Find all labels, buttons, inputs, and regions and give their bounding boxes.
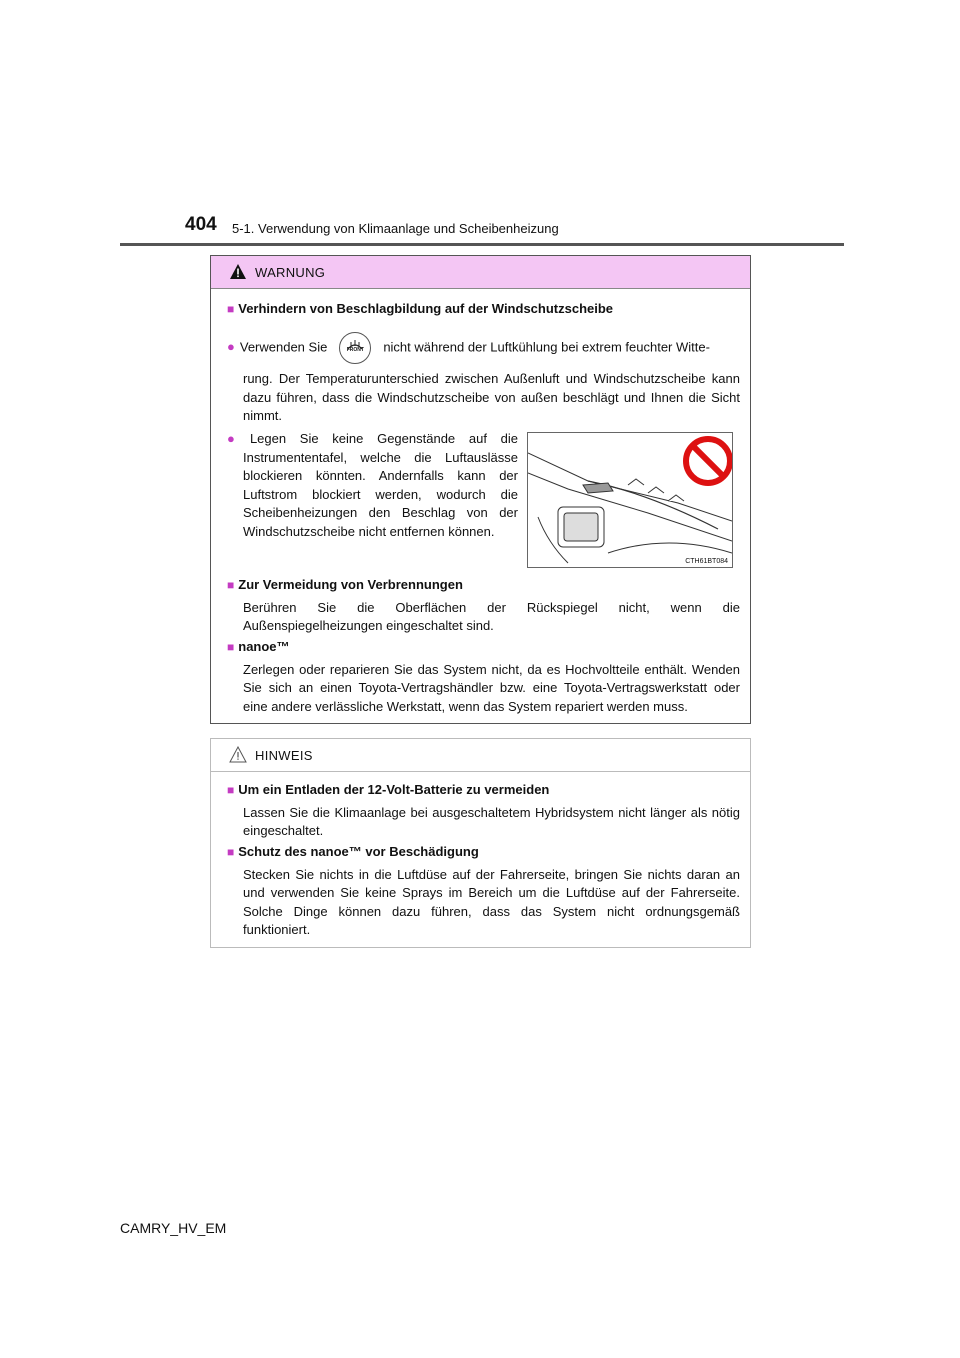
notice-section-battery	[227, 781, 740, 841]
warning-section-burns	[227, 576, 740, 636]
notice-title: HINWEIS	[255, 748, 313, 763]
dashboard-vent-illustration	[527, 432, 733, 568]
bullet-text-rest: rung. Der Temperaturunterschied zwischen Außenluft und Windschutzscheibe kann dazu führen, dass die Windschutzscheibe von außen beschlägt und Ihnen die Sicht nimmt.	[243, 371, 740, 423]
warning-header	[211, 256, 750, 289]
bullet-text-start: Verwenden Sie	[239, 339, 328, 355]
bullet-text-line1: nicht während der Luftkühlung bei extrem feuchter Witte-	[383, 339, 710, 355]
warning-box	[210, 255, 751, 724]
square-bullet-icon: ■	[227, 578, 235, 592]
figure-code: CTH61BT084	[685, 558, 728, 565]
section-heading: Um ein Entladen der 12-Volt-Batterie zu vermeiden	[238, 782, 550, 797]
round-bullet-icon: ●	[227, 339, 235, 355]
section-body: Stecken Sie nichts in die Luftdüse auf der Fahrerseite, bringen Sie nichts daran an und verwenden Sie keine Sprays im Bereich um die Luftdüse auf der Fahrerseite. Solche Dinge können dazu führen, dass das System nicht ordnungsgemäß funktioniert.	[243, 866, 740, 937]
section-heading: Zur Vermeidung von Verbrennungen	[238, 577, 463, 592]
notice-header	[211, 739, 750, 772]
round-bullet-icon: ●	[227, 431, 245, 446]
section-heading: Verhindern von Beschlagbildung auf der Windschutzscheibe	[238, 301, 614, 316]
section-heading: Schutz des nanoe™ vor Beschädigung	[238, 844, 479, 859]
notice-section-nanoe	[227, 843, 740, 940]
warning-triangle-icon	[229, 263, 247, 280]
square-bullet-icon: ■	[227, 302, 235, 316]
notice-box	[210, 738, 751, 948]
notice-triangle-icon	[229, 746, 247, 763]
section-body: Zerlegen oder reparieren Sie das System nicht, da es Hochvoltteile enthält. Wenden Sie sich an einen Toyota-Vertragshändler bzw. eine Toyota-Vertragswerkstatt oder eine andere verlässliche Werkstatt, wenn das System repariert werden muss.	[243, 661, 740, 714]
warning-section-nanoe	[227, 638, 740, 716]
square-bullet-icon: ■	[227, 783, 235, 797]
page-number: 404	[185, 214, 217, 235]
prohibited-icon	[686, 439, 730, 483]
section-body: Berühren Sie die Oberflächen der Rückspiegel nicht, wenn die Außenspiegelheizungen eingeschaltet sind.	[243, 599, 740, 633]
footer-model-code: CAMRY_HV_EM	[120, 1220, 227, 1236]
warning-title: WARNUNG	[255, 265, 326, 280]
bullet-text: Legen Sie keine Gegenstände auf die Instrumententafel, welche die Luftauslässe blockieren könnten. Andernfalls kann der Luftstrom blockiert werden, wodurch die Scheibenheizungen den Beschlag von der Windschutzscheibe nicht entfernen können.	[243, 431, 518, 539]
section-title: 5-1. Verwendung von Klimaanlage und Scheibenheizung	[232, 221, 559, 236]
bullet-instrument-panel	[227, 430, 518, 541]
warning-section-defog	[227, 300, 740, 319]
header-divider	[120, 243, 844, 246]
front-defroster-icon	[339, 332, 371, 364]
section-heading: nanoe™	[238, 639, 290, 654]
section-body: Lassen Sie die Klimaanlage bei ausgeschaltetem Hybridsystem nicht länger als nötig eingeschaltet.	[243, 804, 740, 838]
square-bullet-icon: ■	[227, 640, 235, 654]
square-bullet-icon: ■	[227, 845, 235, 859]
defroster-icon-label: FRONT	[346, 346, 364, 353]
bullet-defroster	[227, 332, 740, 426]
